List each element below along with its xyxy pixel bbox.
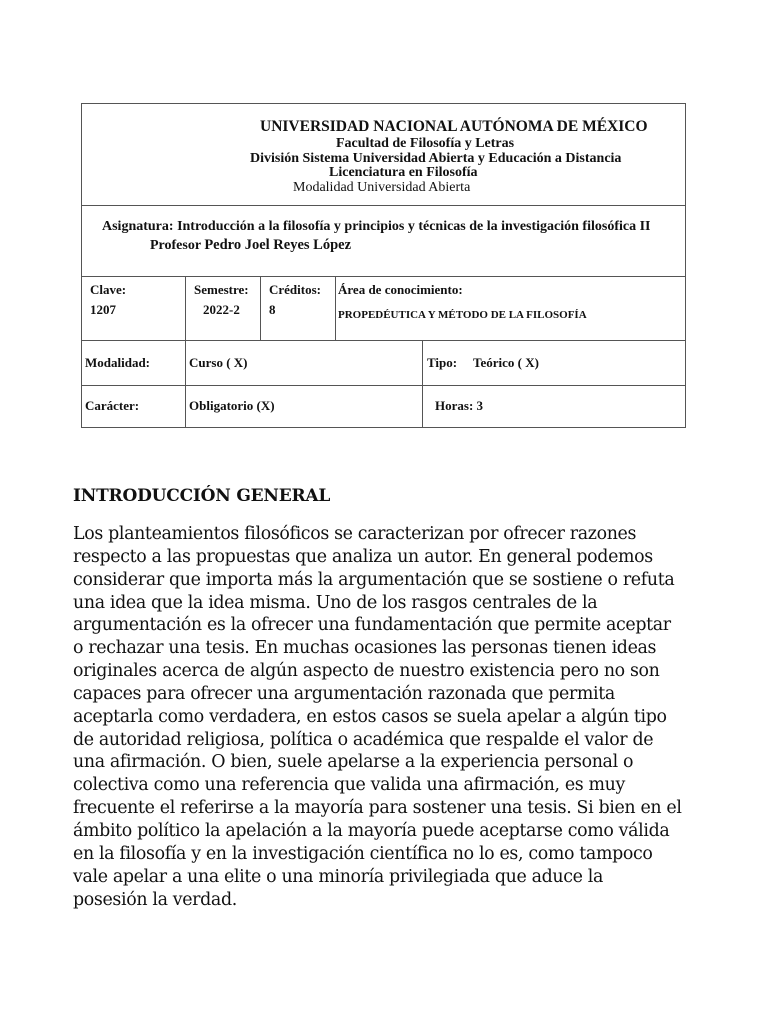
caracter-value: Obligatorio (X) [189,398,275,413]
area-cell [336,277,685,340]
creditos-label: Créditos: [269,282,321,297]
character-row [82,386,685,427]
modalidad-value: Curso ( X) [189,355,248,370]
subject-row [82,206,685,277]
semestre-label: Semestre: [194,282,249,297]
degree-name: Licenciatura en Filosofía [329,165,478,180]
horas-cell [423,386,685,427]
course-info-table [81,103,686,428]
subject-line [102,219,650,235]
institution-header [82,104,685,206]
clave-value: 1207 [90,302,116,317]
horas-value: Horas: 3 [435,398,484,413]
intro-paragraph: Los planteamientos filosóficos se caracterizan por ofrecer razones respecto a las propuestas que analiza un autor. En general podemos considerar que importa más la argumentación que se sostiene o refuta una idea que la idea misma. Uno de los rasgos centrales de la argumentación es la ofrecer una fundamentación que permite aceptar o rechazar una tesis. En muchas ocasiones las personas tienen ideas originales acerca de algún aspecto de nuestro existencia pero no son capaces para ofrecer una argumentación razonada que permita aceptarla como verdadera, en estos casos se suela apelar a algún tipo de autoridad religiosa, política o académica que respalde el valor de una afirmación. O bien, suele apelarse a la experiencia personal o colectiva como una referencia que valida una afirmación, es muy frecuente el referirse a la mayoría para sostener una tesis. Si bien en el ámbito político la apelación a la mayoría puede aceptarse como válida en la filosofía y en la investigación científica no lo es, como tampoco vale apelar a una elite o una minoría privilegiada que aduce la posesión la verdad. [73,524,682,910]
faculty-name: Facultad de Filosofía y Letras [336,136,515,151]
university-name: UNIVERSIDAD NACIONAL AUTÓNOMA DE MÉXICO [260,118,648,135]
tipo-cell [423,341,685,385]
subject-name: Introducción a la filosofía y principios y técnicas de la investigación filosófica II [177,219,651,234]
clave-label: Clave: [90,282,127,297]
caracter-label: Carácter: [85,398,140,413]
creditos-value: 8 [269,302,276,317]
modalidad-label: Modalidad: [85,355,151,370]
semestre-cell [186,277,261,340]
clave-cell [82,277,186,340]
semestre-value: 2022-2 [203,302,240,317]
modality-name: Modalidad Universidad Abierta [293,180,471,195]
intro-heading: INTRODUCCIÓN GENERAL [73,486,331,506]
creditos-cell [261,277,336,340]
professor-line [150,237,351,254]
area-value: PROPEDÉUTICA Y MÉTODO DE LA FILOSOFÍA [338,309,587,321]
caracter-value-cell [186,386,423,427]
tipo-value: Teórico ( X) [473,355,539,370]
keys-row [82,277,685,341]
professor-label: Profesor [150,238,201,253]
area-label: Área de conocimiento: [338,282,463,297]
subject-label: Asignatura: [102,219,174,234]
tipo-label: Tipo: [427,355,458,370]
caracter-label-cell [82,386,186,427]
modality-row [82,341,685,386]
professor-name: Pedro Joel Reyes López [204,237,352,253]
modalidad-value-cell [186,341,423,385]
division-name: División Sistema Universidad Abierta y Educación a Distancia [250,151,622,166]
modalidad-label-cell [82,341,186,385]
